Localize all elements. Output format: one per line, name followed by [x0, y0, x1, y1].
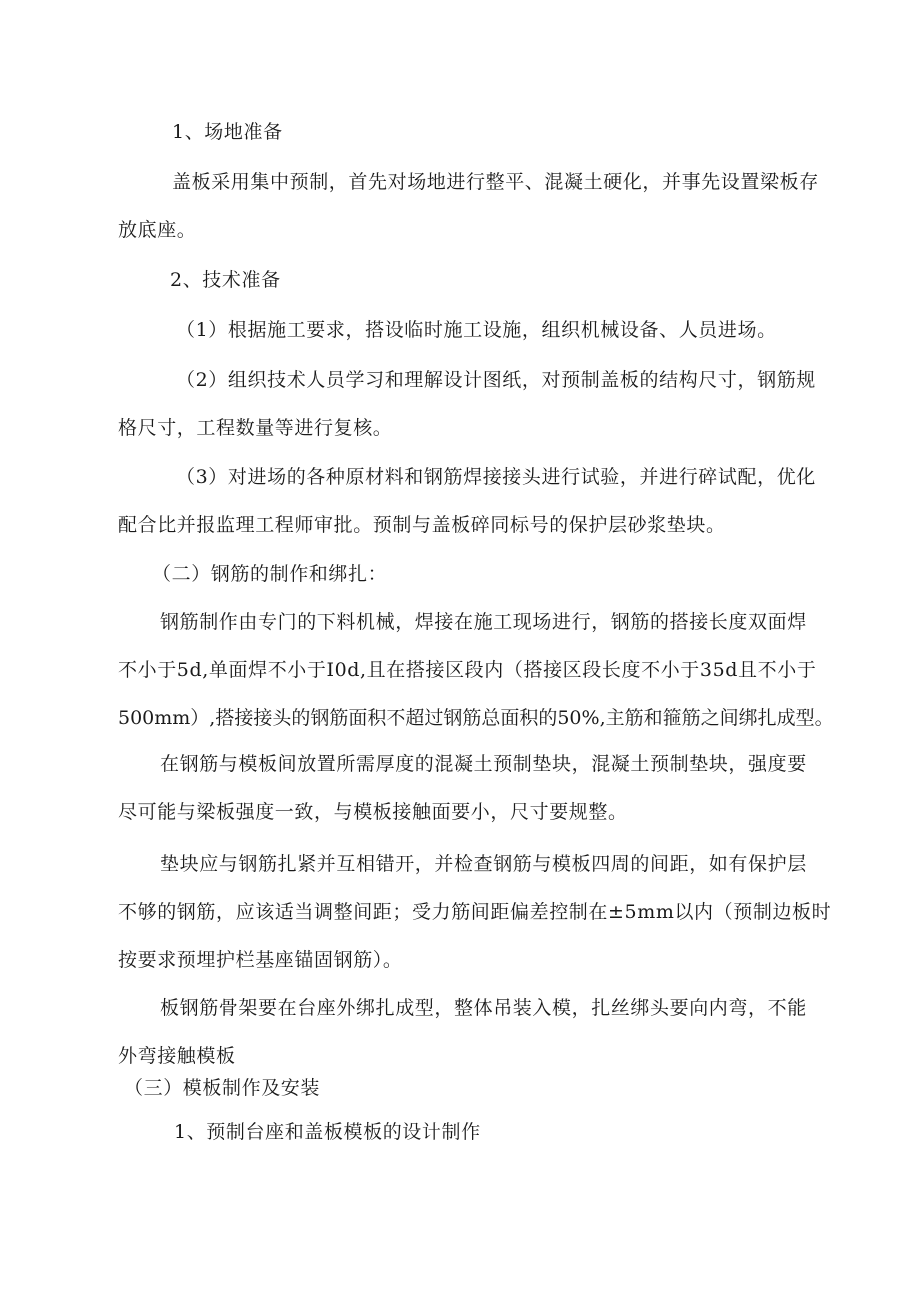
list-item-3-line-1: （3）对进场的各种原材料和钢筋焊接接头进行试验，并进行碎试配，优化 [176, 466, 816, 488]
paragraph-rebar-fabrication-line-2: 不小于5d,单面焊不小于I0d,且在搭接区段内（搭接区段长度不小于35d且不小于 [118, 659, 817, 681]
list-item-2-line-1: （2）组织技术人员学习和理解设计图纸，对预制盖板的结构尺寸，钢筋规 [176, 369, 816, 391]
paragraph-block-tying-line-3: 按要求预埋护栏基座锚固钢筋）。 [118, 949, 403, 971]
heading-site-preparation: 1、场地准备 [172, 121, 283, 143]
paragraph-rebar-fabrication-line-3: 500mm）,搭接接头的钢筋面积不超过钢筋总面积的50%,主筋和箍筋之间绑扎成型。 [118, 707, 834, 729]
paragraph-spacer-blocks-line-1: 在钢筋与模板间放置所需厚度的混凝土预制垫块，混凝土预制垫块，强度要 [160, 753, 807, 775]
paragraph-block-tying-line-1: 垫块应与钢筋扎紧并互相错开，并检查钢筋与模板四周的间距，如有保护层 [160, 853, 807, 875]
paragraph-rebar-fabrication-line-1: 钢筋制作由专门的下料机械，焊接在施工现场进行，钢筋的搭接长度双面焊 [160, 611, 807, 633]
paragraph-site-preparation-line-1: 盖板采用集中预制，首先对场地进行整平、混凝土硬化，并事先设置梁板存 [172, 171, 819, 193]
paragraph-site-preparation-line-2: 放底座。 [118, 219, 197, 241]
heading-technical-preparation: 2、技术准备 [170, 269, 281, 291]
heading-formwork-design: 1、预制台座和盖板模板的设计制作 [174, 1121, 481, 1143]
section-2-heading: （二）钢筋的制作和绑扎： [152, 563, 388, 585]
section-3-heading: （三）模板制作及安装 [124, 1077, 321, 1099]
list-item-1: （1）根据施工要求，搭设临时施工设施，组织机械设备、人员进场。 [176, 319, 777, 341]
list-item-3-line-2: 配合比并报监理工程师审批。预制与盖板碎同标号的保护层砂浆垫块。 [118, 514, 726, 536]
paragraph-block-tying-line-2: 不够的钢筋，应该适当调整间距；受力筋间距偏差控制在±5mm以内（预制边板时 [118, 901, 832, 923]
paragraph-rebar-cage-line-2: 外弯接触模板 [118, 1045, 236, 1067]
paragraph-spacer-blocks-line-2: 尽可能与梁板强度一致，与模板接触面要小，尺寸要规整。 [118, 801, 628, 823]
paragraph-rebar-cage-line-1: 板钢筋骨架要在台座外绑扎成型，整体吊装入模，扎丝绑头要向内弯，不能 [160, 997, 807, 1019]
list-item-2-line-2: 格尺寸，工程数量等进行复核。 [118, 417, 393, 439]
